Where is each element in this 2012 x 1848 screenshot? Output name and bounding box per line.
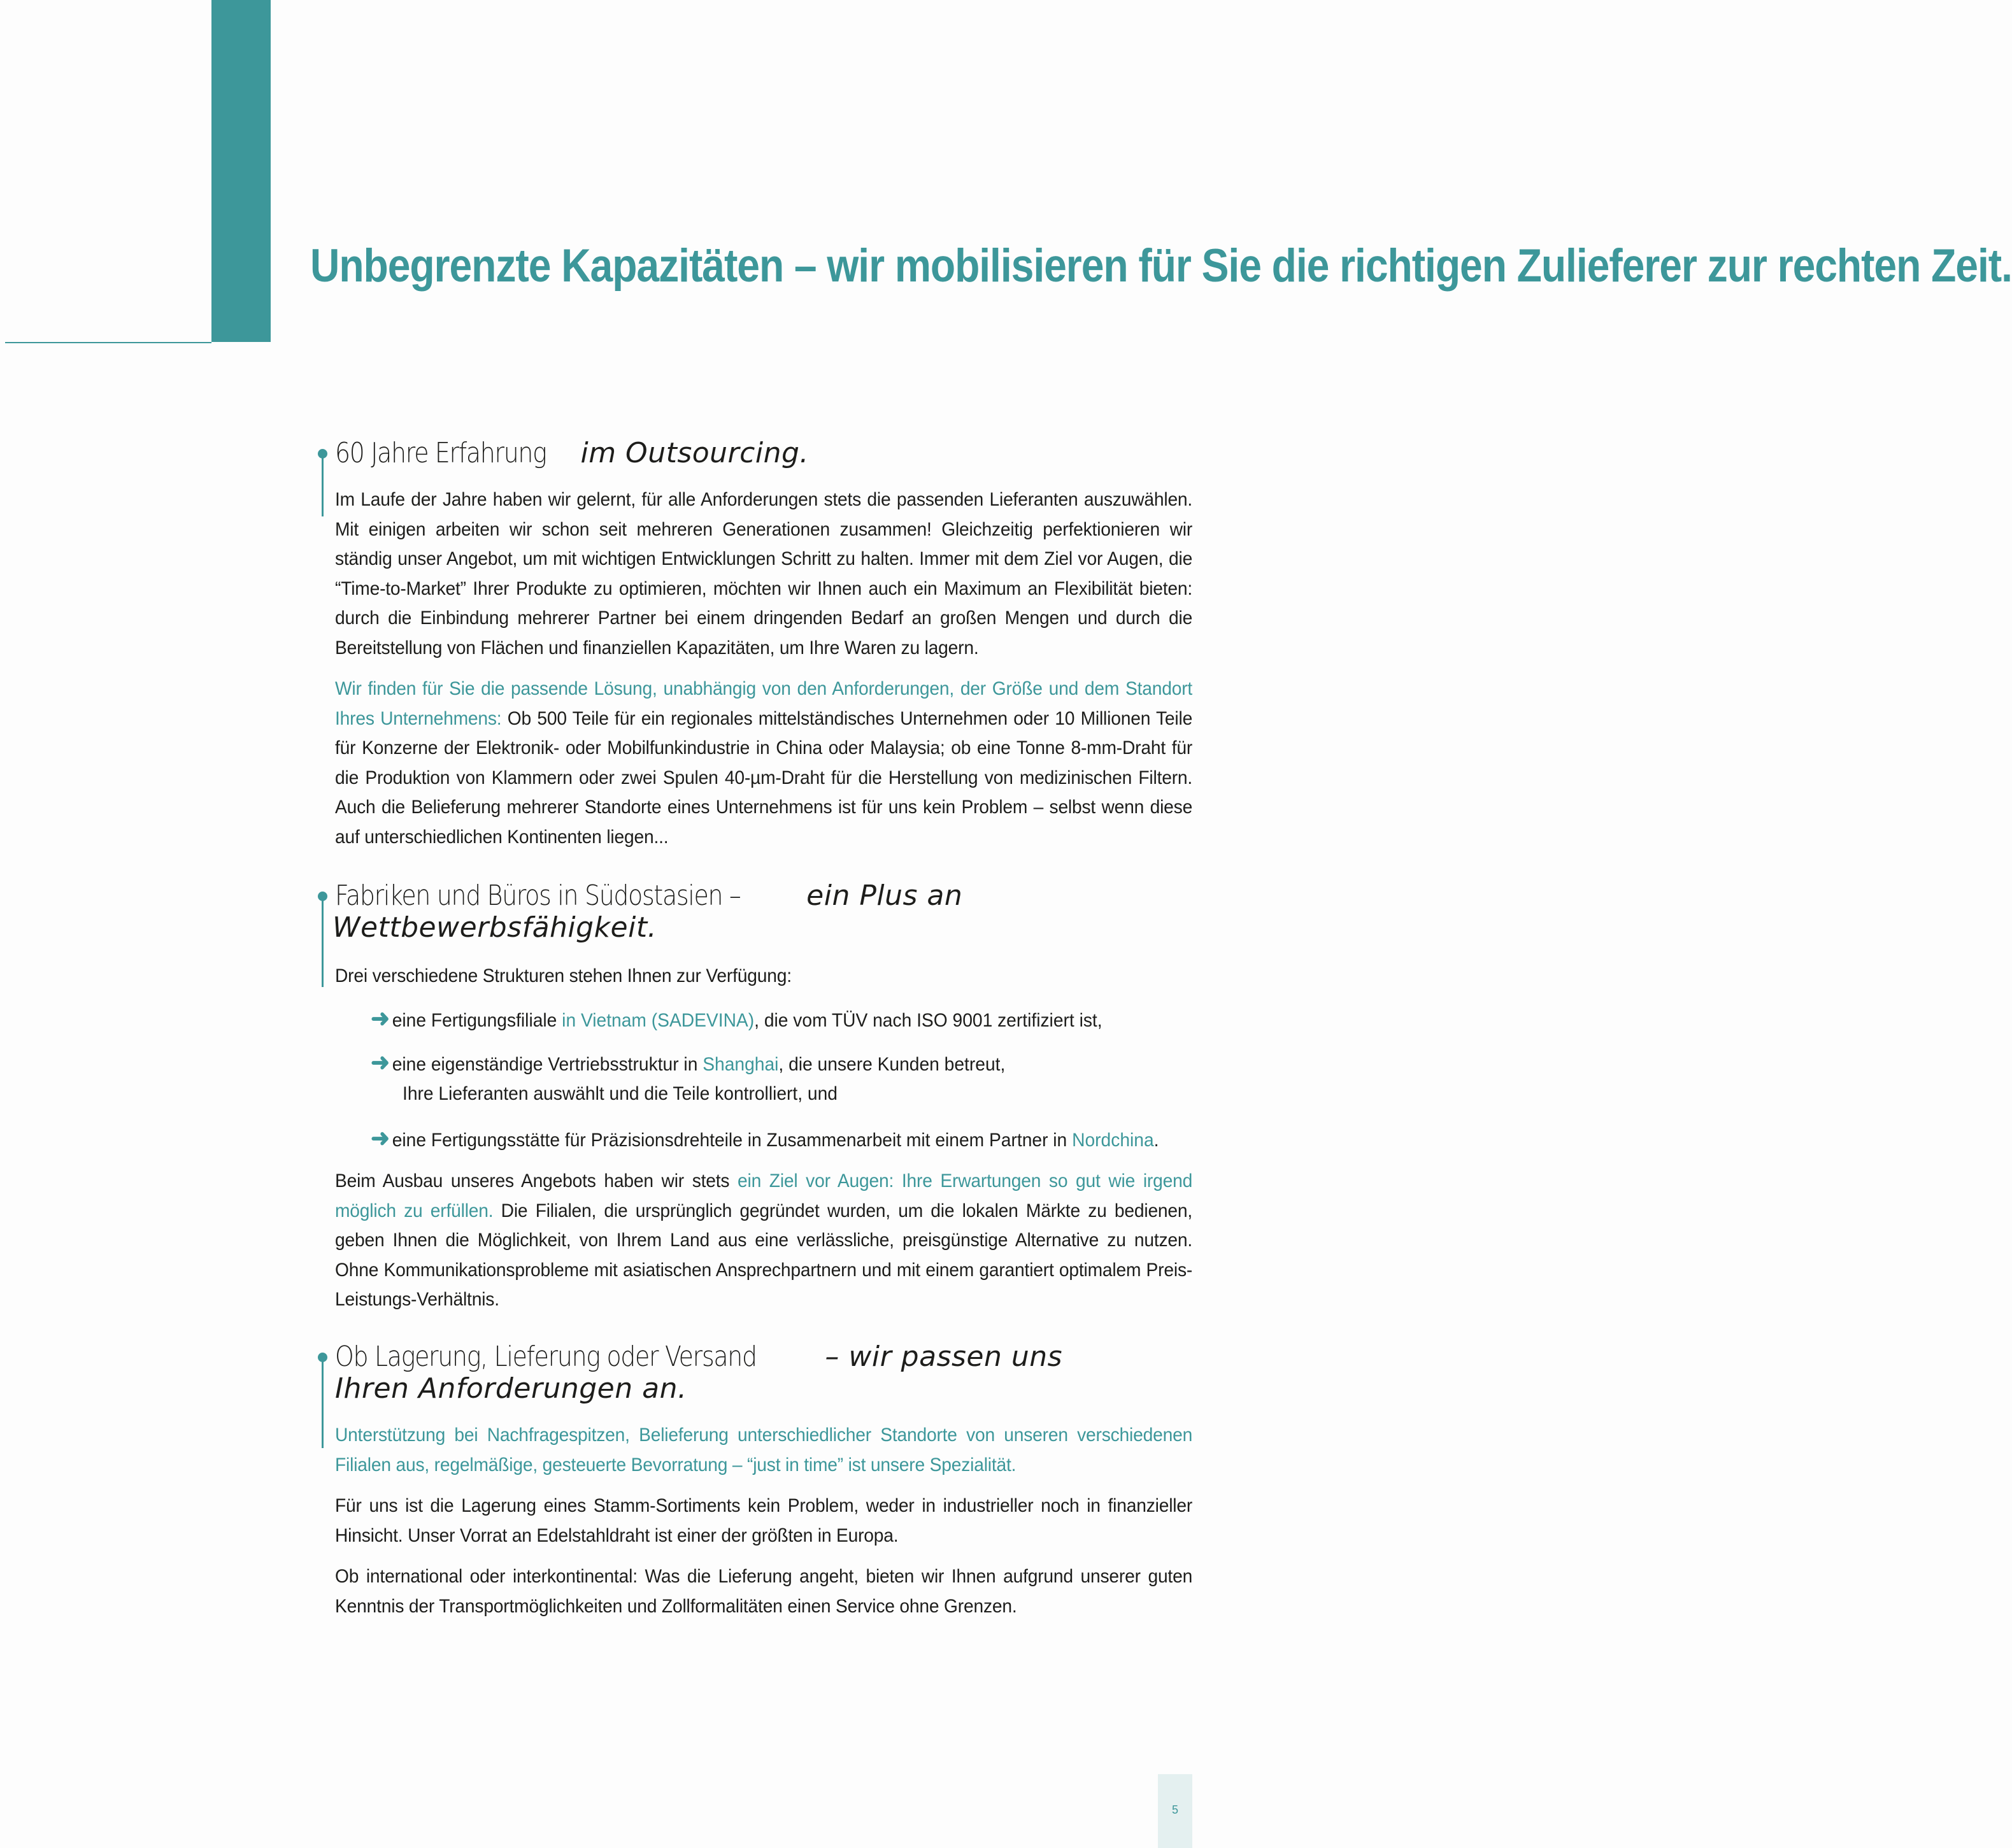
section-southeast-asia: [332, 879, 1192, 944]
paragraph: Für uns ist die Lagerung eines Stamm-Sortiments kein Problem, weder in industrieller noch in finanzieller Hinsicht. Unser Vorrat an Edelstahldraht ist einer der größten in Europa.: [335, 1495, 1193, 1546]
arrow-right-icon: ➜: [371, 1125, 390, 1152]
section-outsourcing-body: [335, 485, 1192, 852]
section-title: Ob Lagerung, Lieferung oder Versand– wir passen uns: [335, 1340, 1063, 1373]
section-title: Fabriken und Büros in Südostasien –ein Plus an: [335, 879, 963, 912]
header-rule: [5, 342, 211, 343]
list-item: ➜ eine eigenständige Vertriebsstruktur in Shanghai, die unsere Kunden betreut,: [371, 1049, 1006, 1076]
section-southeast-asia-body: [335, 1167, 1192, 1315]
marker-stem: [322, 455, 324, 516]
list-item-continuation: Ihre Lieferanten auswählt und die Teile kontrolliert, und: [403, 1083, 838, 1104]
section-southeast-asia-intro: [335, 962, 1192, 992]
list-item: ➜ eine Fertigungsstätte für Präzisionsdrehteile in Zusammenarbeit mit einem Partner in Nordchina.: [371, 1125, 1159, 1152]
section-outsourcing: [335, 437, 1192, 469]
section-title: 60 Jahre Erfahrungim Outsourcing.: [335, 437, 809, 469]
accent-bar: [211, 0, 271, 342]
paragraph: Unterstützung bei Nachfragespitzen, Belieferung unterschiedlicher Standorte von unseren verschiedenen Filialen aus, regelmäßige, gesteuerte Bevorratung – “just in time” ist unsere Spezialität.: [335, 1425, 1193, 1475]
section-title-line2: Wettbewerbsfähigkeit.: [332, 911, 657, 944]
paragraph: Im Laufe der Jahre haben wir gelernt, für alle Anforderungen stets die passenden Lieferanten auszuwählen. Mit einigen arbeiten wir schon seit mehreren Generationen zusammen! Gleichzeitig perfektionieren wir ständig unser Angebot, um mit wichtigen Entwicklungen Schritt zu halten. Immer mit dem Ziel vor Augen, die “Time-to-Market” Ihrer Produkte zu optimieren, möchten wir Ihnen auch ein Maximum an Flexibilität bieten: durch die Einbindung mehrerer Partner bei einem dringenden Bedarf an großen Mengen und durch die Bereitstellung von Flächen und finanziellen Kapazitäten, um Ihre Waren zu lagern.: [335, 489, 1193, 658]
marker-stem: [322, 898, 324, 987]
section-logistics-body: [335, 1421, 1192, 1621]
paragraph: Beim Ausbau unseres Angebots haben wir stets ein Ziel vor Augen: Ihre Erwartungen so gut wie irgend möglich zu erfüllen. Die Filialen, die ursprünglich gegründet wurden, um die lokalen Märkte zu bedienen, geben Ihnen die Möglichkeit, von Ihrem Land aus eine verlässliche, preisgünstige Alternative zu nutzen. Ohne Kommunikationsprobleme mit asiatischen Ansprechpartnern und mit einem garantiert optimalem Preis-Leistungs-Verhältnis.: [335, 1170, 1193, 1310]
list-item: ➜ eine Fertigungsfiliale in Vietnam (SADEVINA), die vom TÜV nach ISO 9001 zertifiziert ist,: [371, 1006, 1102, 1032]
paragraph: Drei verschiedene Strukturen stehen Ihnen zur Verfügung:: [335, 965, 792, 986]
paragraph: Ob international oder interkontinental: Was die Lieferung angeht, bieten wir Ihnen aufgrund unserer guten Kenntnis der Transportmöglichkeiten und Zollformalitäten einen Service ohne Grenzen.: [335, 1566, 1193, 1617]
page-title: Unbegrenzte Kapazitäten – wir mobilisieren für Sie die richtigen Zulieferer zur rechten Zeit.: [310, 240, 2012, 292]
page-number: 5: [1171, 1803, 1178, 1816]
page-number-box: [1158, 1774, 1192, 1848]
arrow-right-icon: ➜: [371, 1049, 390, 1076]
paragraph: Wir finden für Sie die passende Lösung, unabhängig von den Anforderungen, der Größe und dem Standort Ihres Unternehmens: Ob 500 Teile für ein regionales mittelständisches Unternehmen oder 10 Millionen Teile für Konzerne der Elektronik- oder Mobilfunkindustrie in China oder Malaysia; ob eine Tonne 8-mm-Draht für die Produktion von Klammern oder zwei Spulen 40-µm-Draht für die Herstellung von medizinischen Filtern. Auch die Belieferung mehrerer Standorte eines Unternehmens ist für uns kein Problem – selbst wenn diese auf unterschiedlichen Kontinenten liegen...: [335, 678, 1193, 848]
marker-stem: [322, 1359, 324, 1448]
section-title-line2: Ihren Anforderungen an.: [335, 1372, 687, 1405]
section-logistics: [335, 1341, 1192, 1405]
arrow-right-icon: ➜: [371, 1006, 390, 1032]
